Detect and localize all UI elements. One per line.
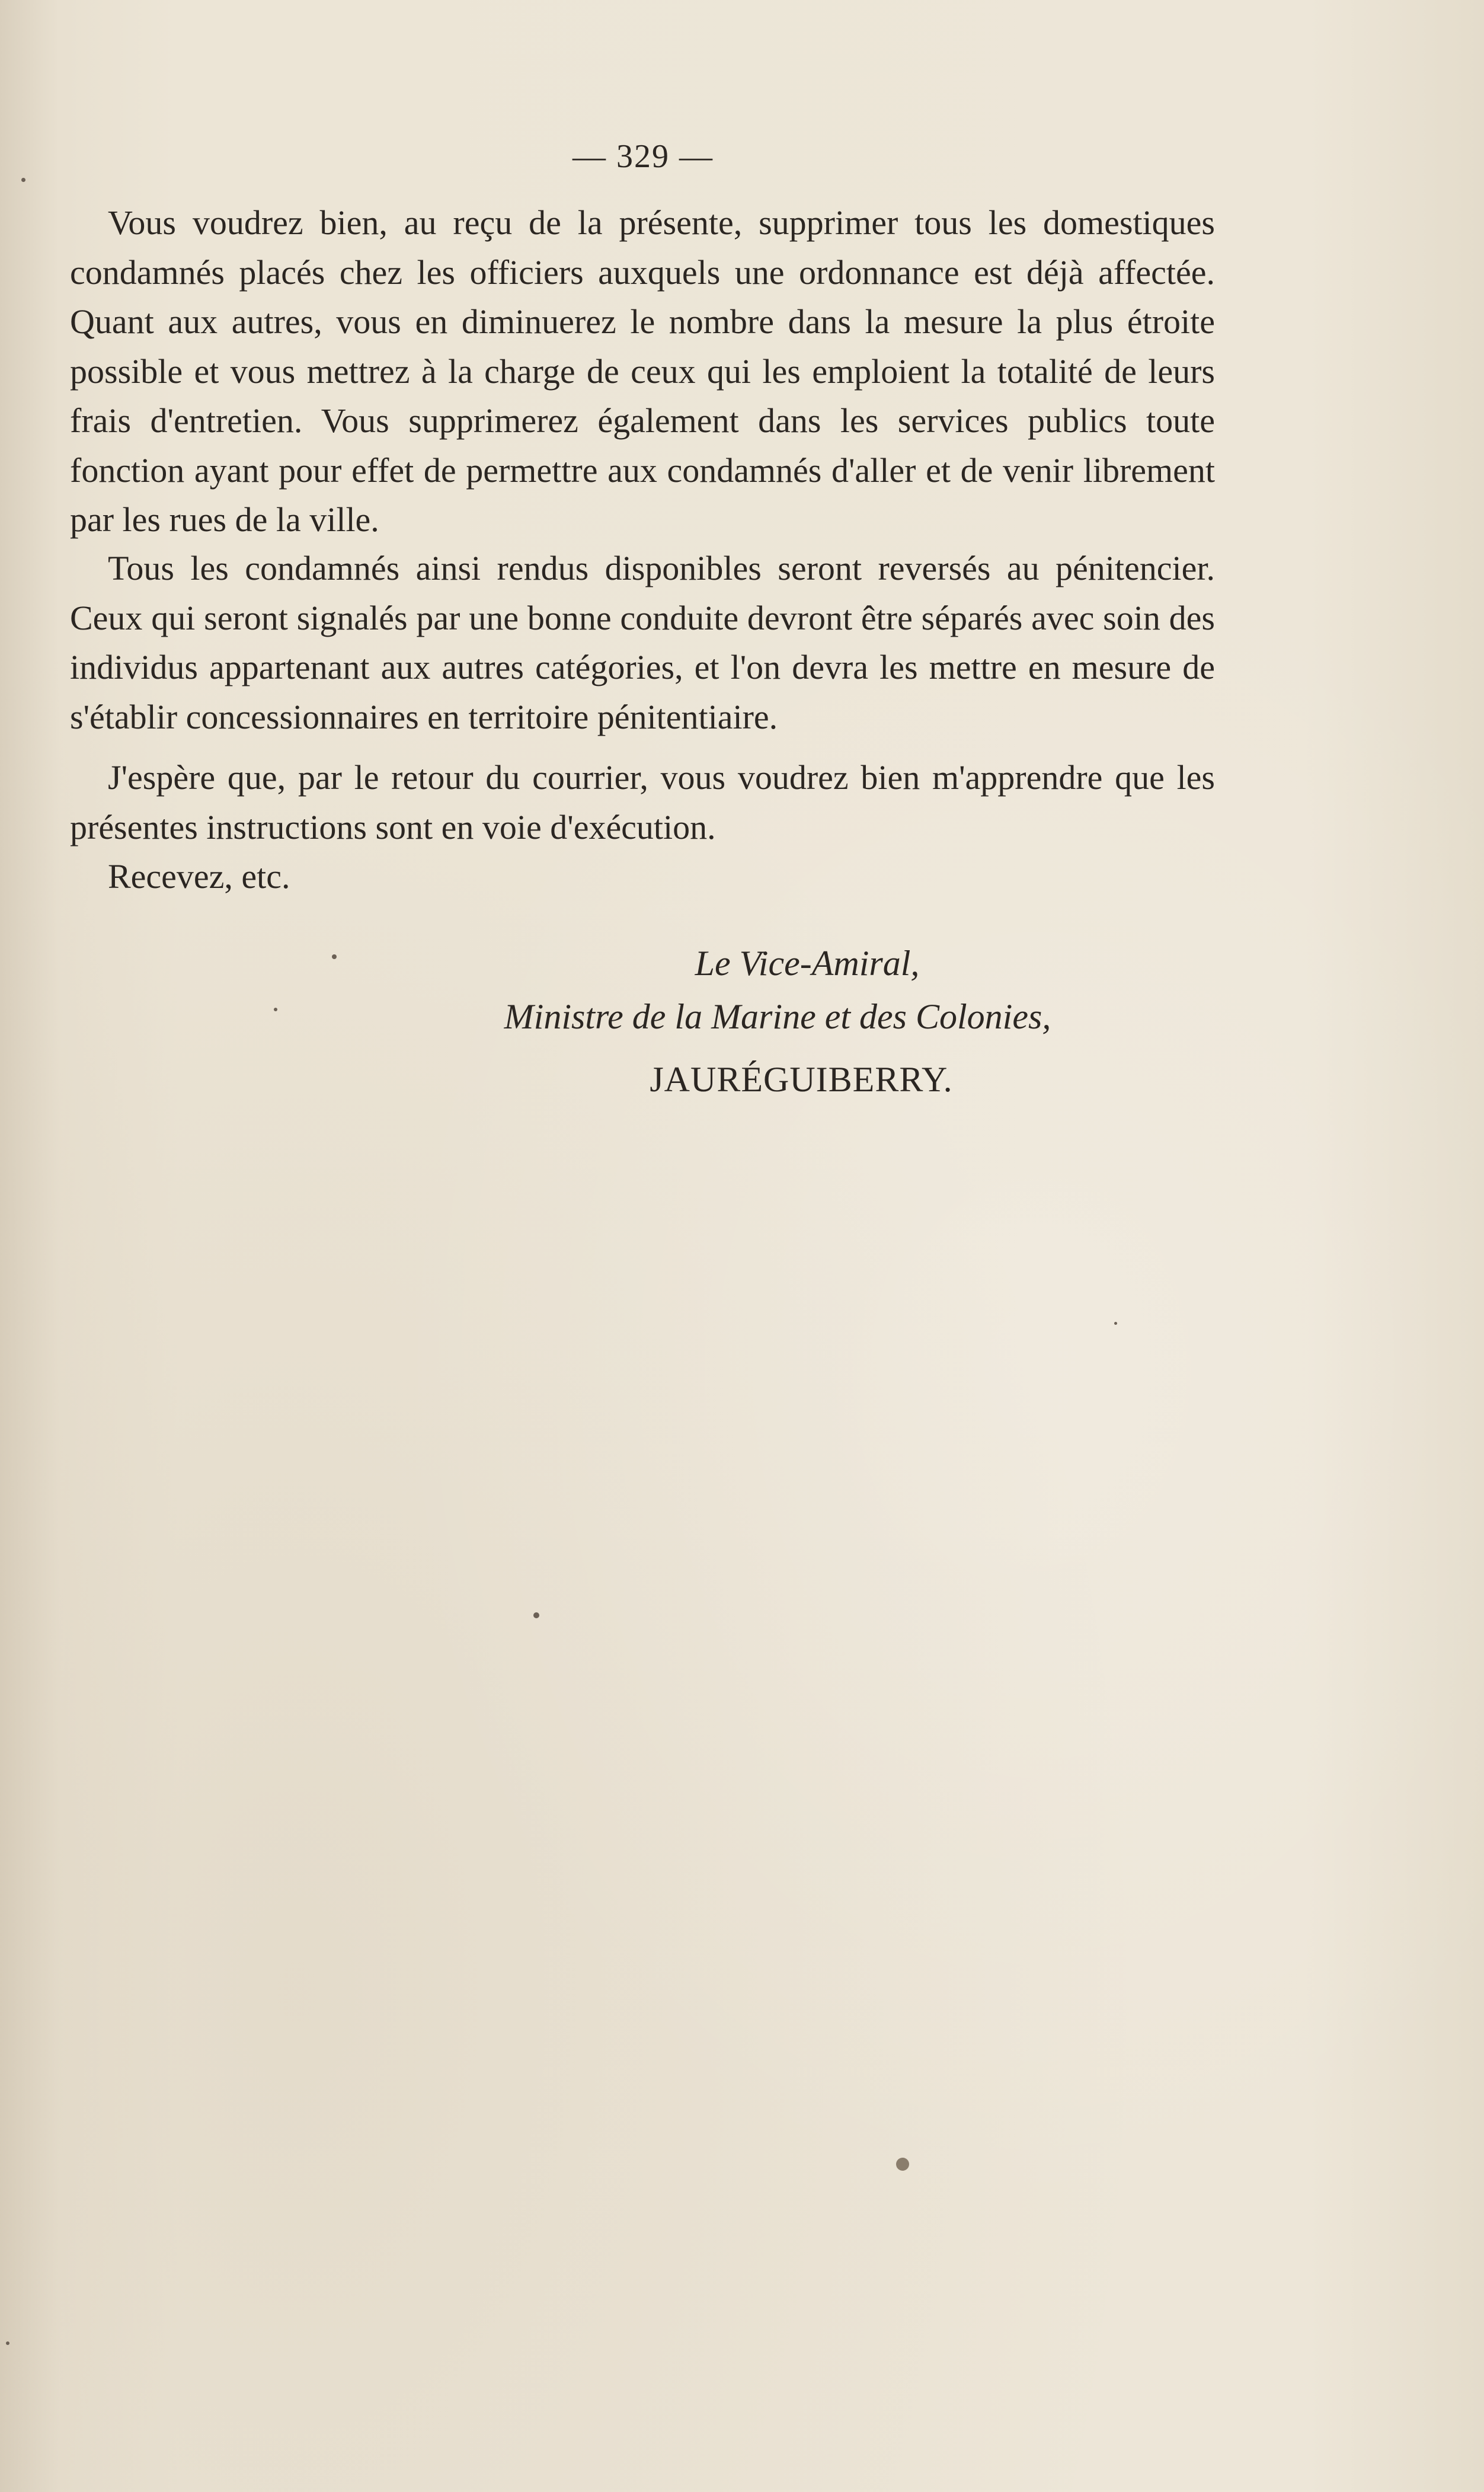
paragraph-1: Vous voudrez bien, au reçu de la présente, supprimer tous les domestiques condamnés placés chez les officiers auxquels une ordonnance est déjà affectée. Quant aux autres, vous en diminuerez le nombre dans la mesure la plus étroite possible et vous mettrez à la charge de ceux qui les emploient la totalité de leurs frais d'entretien. Vous supprimerez également dans les services publics toute fonction ayant pour effet de permettre aux condamnés d'aller et de venir librement par les rues de la ville. (70, 203, 1215, 539)
signature-ministry: Ministre de la Marine et des Colonies, (504, 997, 1051, 1036)
signature-title: Le Vice-Amiral, (695, 944, 920, 983)
signature-block (0, 937, 1484, 1106)
signature-name: JAURÉGUIBERRY. (650, 1060, 953, 1099)
paragraph-3: J'espère que, par le retour du courrier, vous voudrez bien m'apprendre que les présentes instructions sont en voie d'exécution. (70, 758, 1215, 846)
paper-speck (896, 2158, 909, 2171)
page-number: — 329 — (573, 138, 714, 175)
paper-speck (6, 2341, 9, 2345)
closing-line: Recevez, etc. (108, 857, 290, 896)
paper-speck (274, 1008, 277, 1011)
paper-speck (332, 954, 337, 959)
paragraph-2: Tous les condamnés ainsi rendus disponibles seront reversés au pénitencier. Ceux qui seront signalés par une bonne conduite devront être séparés avec soin des individus appartenant aux autres catégories, et l'on devra les mettre en mesure de s'établir concessionnaires en territoire pénitentiaire. (70, 549, 1215, 736)
paper-speck (1114, 1322, 1117, 1325)
paper-speck (21, 178, 25, 182)
paper-speck (533, 1612, 539, 1618)
